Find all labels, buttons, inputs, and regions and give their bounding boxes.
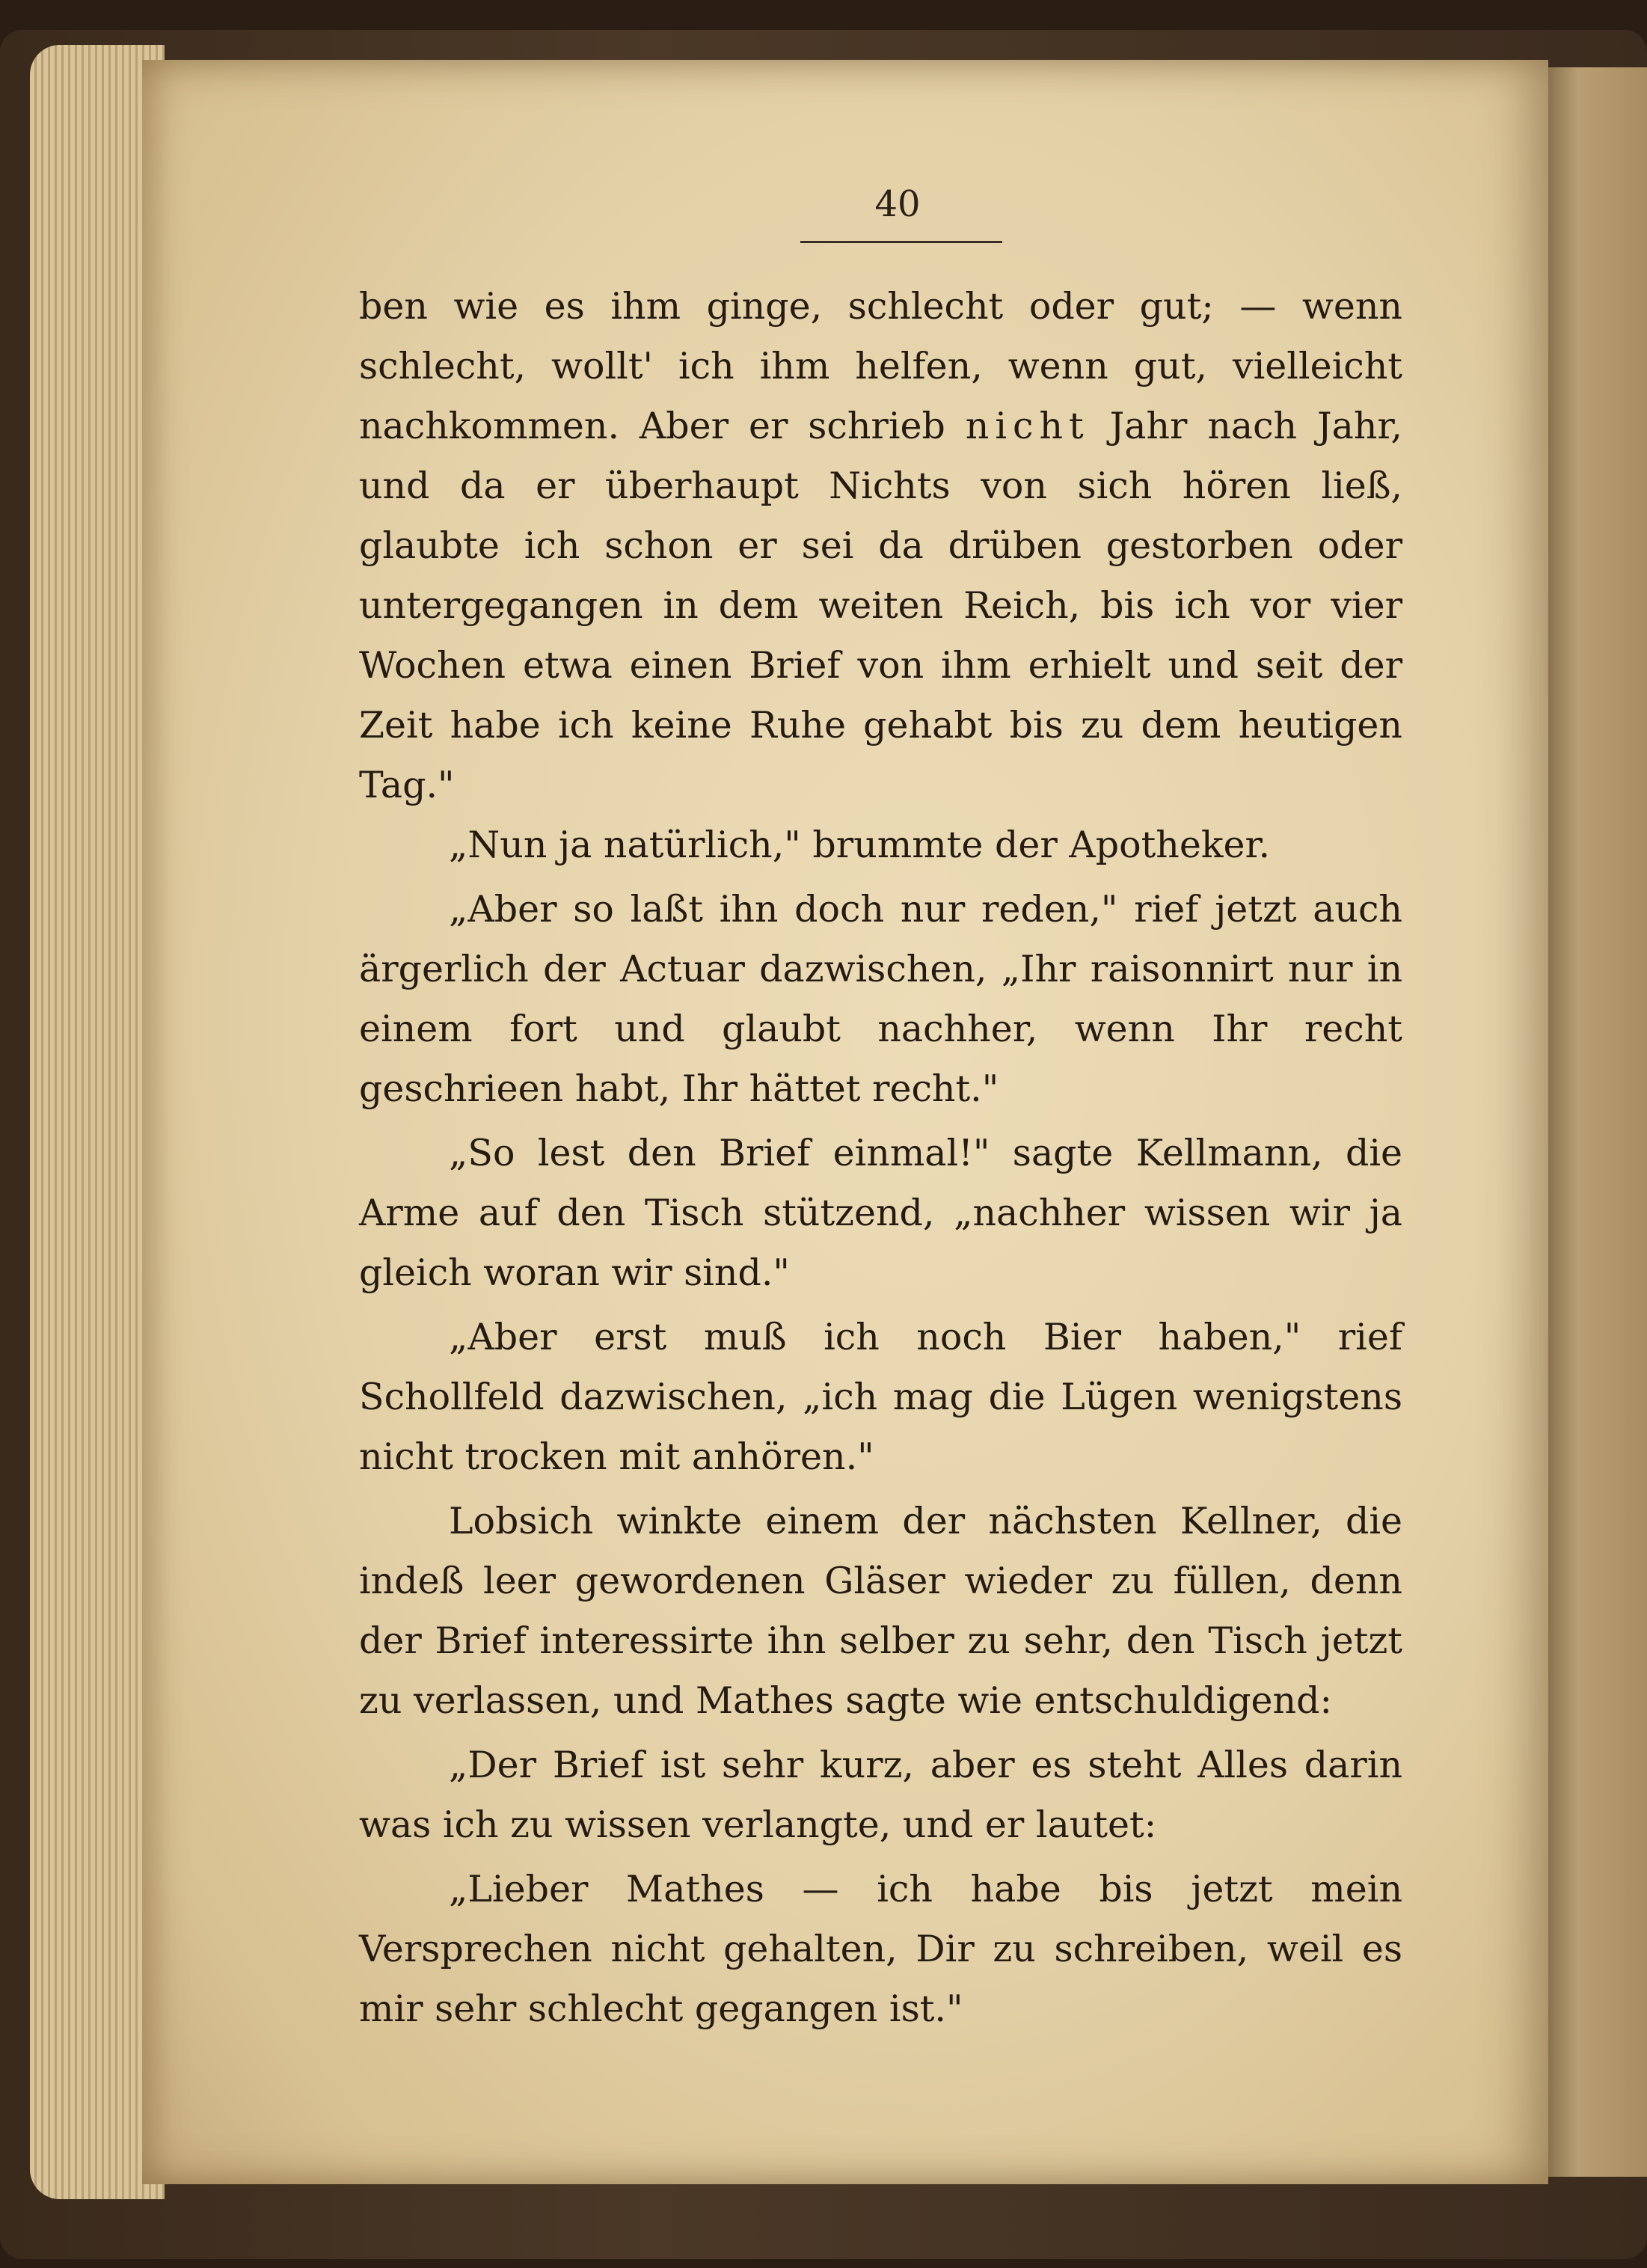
paragraph-7: „Der Brief ist sehr kurz, aber es steht Alles darin was ich zu wissen verlangte, und er lautet:: [359, 1744, 1402, 1846]
paragraph-1-text-b: Jahr nach Jahr, und da er überhaupt Nichts von sich hören ließ, glaubte ich schon er sei da drüben gestorben oder untergegangen in dem weiten Reich, bis ich vor vier Wochen etwa einen Brief von ihm erhielt und seit der Zeit habe ich keine Ruhe gehabt bis zu dem heutigen Tag.": [359, 405, 1403, 806]
page-number-rule: [800, 241, 1002, 243]
body-text: [359, 277, 1402, 2039]
paragraph-6: Lobsich winkte einem der nächsten Kellner, die indeß leer gewordenen Gläser wieder zu füllen, denn der Brief interessirte ihn selber zu sehr, den Tisch jetzt zu verlassen, und Mathes sagte wie entschuldigend:: [359, 1500, 1402, 1722]
paragraph-1: [359, 277, 1402, 815]
facing-page-edge: [1548, 67, 1647, 2177]
page-number: 40: [874, 183, 921, 225]
paragraph-8: „Lieber Mathes — ich habe bis jetzt mein Versprechen nicht gehalten, Dir zu schreiben, weil es mir sehr schlecht gegangen ist.": [359, 1868, 1402, 2030]
paragraph-1-emphasis: nicht: [965, 405, 1090, 447]
paragraph-3: „Aber so laßt ihn doch nur reden," rief jetzt auch ärgerlich der Actuar dazwischen, „Ihr raisonnirt nur in einem fort und glaubt nachher, wenn Ihr recht geschrieen habt, Ihr hättet recht.": [359, 888, 1402, 1110]
paragraph-2: „Nun ja natürlich," brummte der Apotheker.: [449, 824, 1271, 866]
paragraph-5: „Aber erst muß ich noch Bier haben," rief Schollfeld dazwischen, „ich mag die Lügen wenigstens nicht trocken mit anhören.": [359, 1316, 1402, 1478]
paragraph-4: „So lest den Brief einmal!" sagte Kellmann, die Arme auf den Tisch stützend, „nachher wissen wir ja gleich woran wir sind.": [359, 1132, 1402, 1294]
paragraph-1-text-a: ben wie es ihm ginge, schlecht oder gut; — wenn schlecht, wollt' ich ihm helfen, wenn gut, vielleicht nachkommen. Aber er schrieb: [359, 285, 1402, 447]
